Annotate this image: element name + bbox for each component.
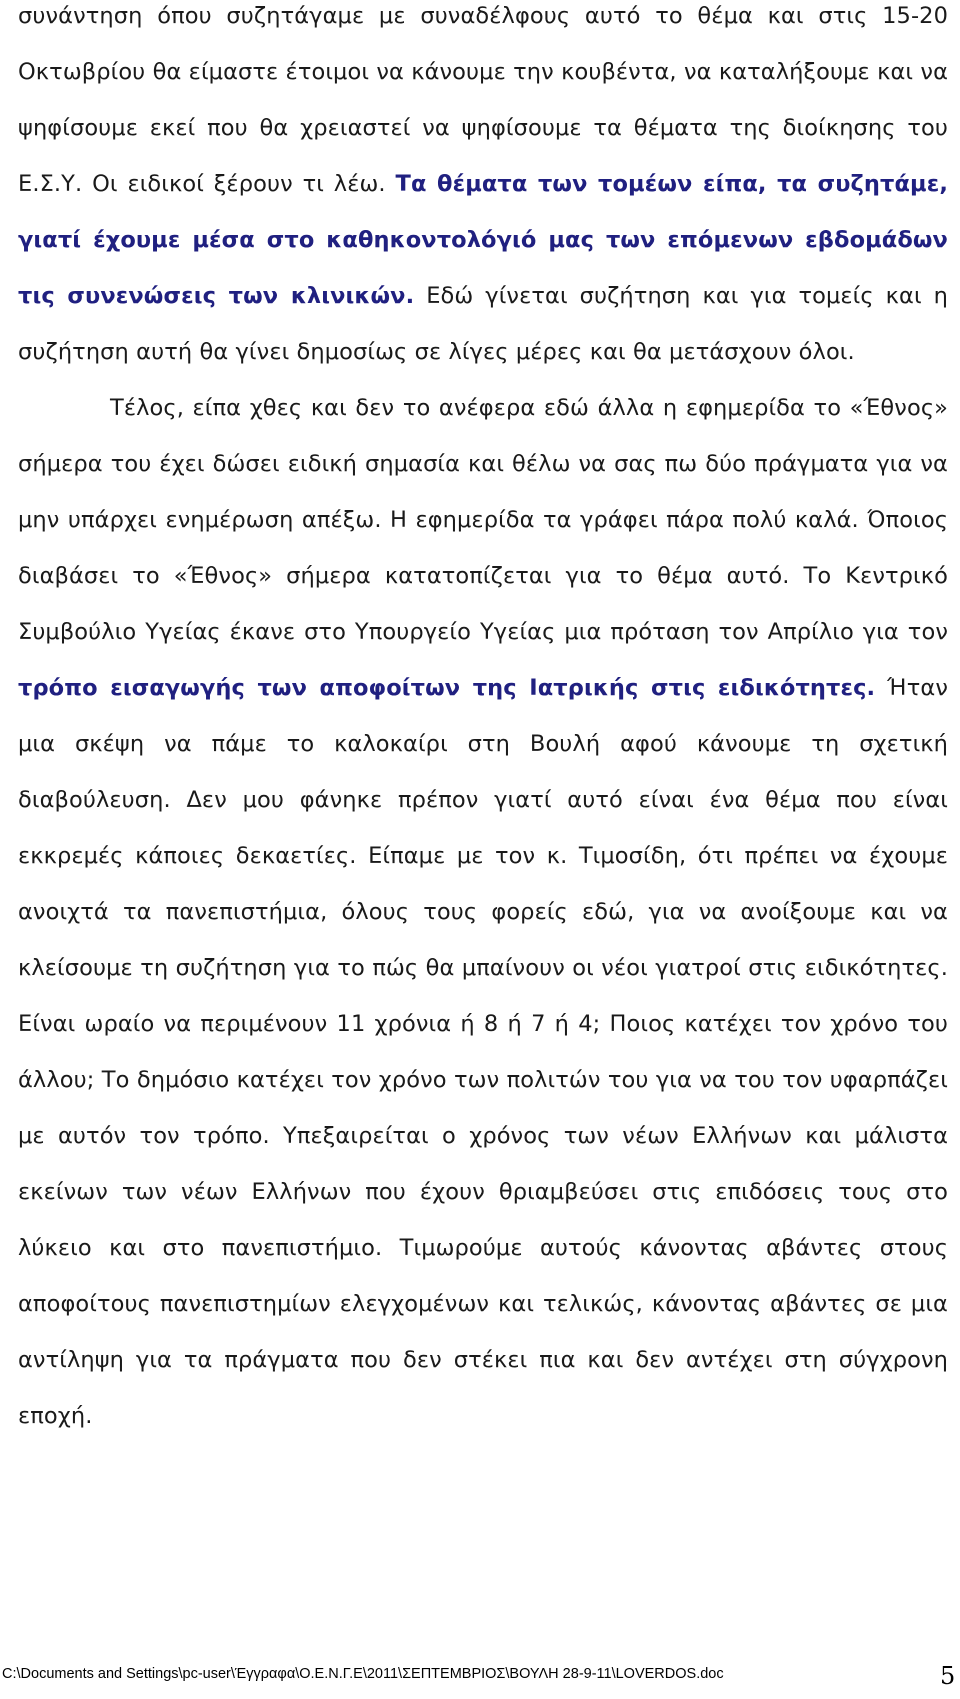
footer-file-path: C:\Documents and Settings\pc-user\Έγγραφα\Ο.Ε.Ν.Γ.Ε\2011\ΣΕΠΤΕΜΒΡΙΟΣ\ΒΟΥΛΗ 28-9-11\LOVERDOS.doc — [2, 1666, 724, 1682]
document-body — [18, 0, 948, 1444]
highlighted-text: Τα θέματα των τομέων είπα, τα συζητάμε, γιατί έχουμε μέσα στο καθηκοντολόγιό μας των επόμενων εβδομάδων τις συνενώσεις των κλινικών. — [18, 171, 948, 309]
paragraph-text: Ήταν μια σκέψη να πάμε το καλοκαίρι στη Βουλή αφού κάνουμε τη σχετική διαβούλευση. Δεν μου φάνηκε πρέπον γιατί αυτό είναι ένα θέμα που είναι εκκρεμές κάποιες δεκαετίες. Είπαμε με τον κ. Τιμοσίδη, ότι πρέπει να έχουμε ανοιχτά τα πανεπιστήμια, όλους τους φορείς εδώ, για να ανοίξουμε και να κλείσουμε τη συζήτηση για το πώς θα μπαίνουν οι νέοι γιατροί στις ειδικότητες. Είναι ωραίο να περιμένουν 11 χρόνια ή 8 ή 7 ή 4; Ποιος κατέχει τον χρόνο του άλλου; Το δημόσιο κατέχει τον χρόνο των πολιτών του για να του τον υφαρπάζει με αυτόν τον τρόπο. Υπεξαιρείται ο χρόνος των νέων Ελλήνων και μάλιστα εκείνων των νέων Ελλήνων που έχουν θριαμβεύσει στις επιδόσεις τους στο λύκειο και στο πανεπιστήμιο. Τιμωρούμε αυτούς κάνοντας αβάντες στους αποφοίτους πανεπιστημίων ελεγχομένων και τελικώς, κάνοντας αβάντες σε μια αντίληψη για τα πράγματα που δεν στέκει πια και δεν αντέχει στη σύγχρονη εποχή. — [18, 675, 948, 1429]
highlighted-text: τρόπο εισαγωγής των αποφοίτων της Ιατρικής στις ειδικότητες. — [18, 675, 876, 701]
paragraph-text: συνάντηση όπου συζητάγαμε με συναδέλφους αυτό το θέμα και στις 15-20 Οκτωβρίου θα είμαστε έτοιμοι να κάνουμε την κουβέντα, να καταλήξουμε και να ψηφίσουμε εκεί που θα χρειαστεί να ψηφίσουμε τα θέματα της διοίκησης του Ε.Σ.Υ. Οι ειδικοί ξέρουν τι λέω. — [18, 3, 948, 197]
paragraph-text: Τέλος, είπα χθες και δεν το ανέφερα εδώ άλλα η εφημερίδα το «Έθνος» σήμερα του έχει δώσει ειδική σημασία και θέλω να σας πω δύο πράγματα για να μην υπάρχει ενημέρωση απέξω. Η εφημερίδα τα γράφει πάρα πολύ καλά. Όποιος διαβάσει το «Έθνος» σήμερα κατατοπίζεται για το θέμα αυτό. Το Κεντρικό Συμβούλιο Υγείας έκανε στο Υπουργείο Υγείας μια πρόταση τον Απρίλιο για τον — [18, 395, 948, 645]
paragraph-continuation — [18, 0, 948, 380]
page-number: 5 — [940, 1662, 956, 1690]
paragraph — [18, 380, 948, 1444]
paragraph-text: Εδώ γίνεται συζήτηση και για τομείς και η συζήτηση αυτή θα γίνει δημοσίως σε λίγες μέρες και θα μετάσχουν όλοι. — [18, 283, 948, 365]
